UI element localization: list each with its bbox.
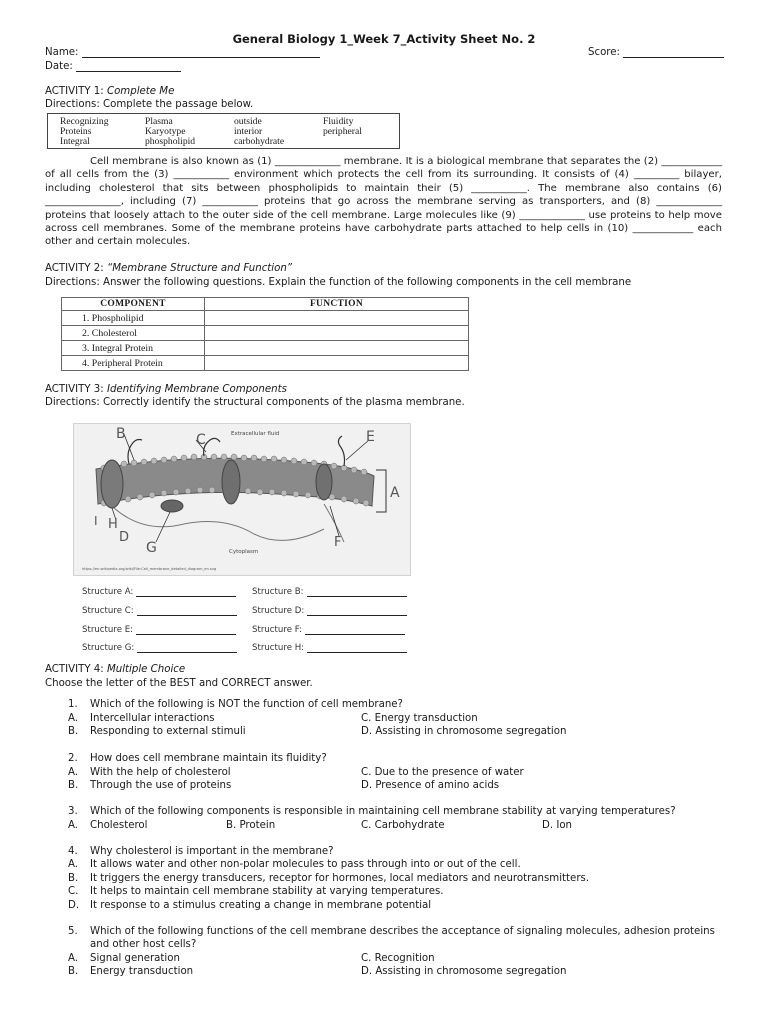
option-d: D. Assisting in chromosome segregation	[361, 966, 567, 977]
activity2-directions: Directions: Answer the following questions. Explain the function of the following components in the cell membrane	[45, 277, 632, 288]
word-bank-item: Integral	[60, 136, 90, 147]
option-a: A.	[68, 953, 79, 964]
membrane-diagram	[73, 423, 411, 576]
option-text: Intercellular interactions	[90, 713, 215, 724]
membrane-illustration	[74, 424, 412, 577]
option-c: C.	[68, 886, 79, 897]
label-d: D	[119, 530, 130, 545]
table-row	[62, 356, 469, 371]
component-cell: 2. Cholesterol	[62, 326, 205, 341]
option-b: B. Protein	[226, 820, 276, 831]
structure-h: Structure H:	[252, 643, 407, 653]
option-text: Responding to external stimuli	[90, 726, 246, 737]
col-component: COMPONENT	[62, 298, 205, 311]
option-c: C. Carbohydrate	[361, 820, 445, 831]
option-text: Through the use of proteins	[90, 780, 232, 791]
image-source: https://en.wikipedia.org/wiki/File:Cell_membrane_detailed_diagram_en.svg	[82, 567, 217, 571]
question-5: 5. Which of the following functions of the cell membrane describes the acceptance of signaling molecules, adhesion proteins	[68, 926, 715, 937]
structure-g-input[interactable]	[137, 644, 237, 653]
word-bank-item: Proteins	[60, 126, 92, 137]
page-title: General Biology 1_Week 7_Activity Sheet No. 2	[232, 32, 536, 46]
structure-e: Structure E:	[82, 625, 236, 635]
date-field	[45, 61, 181, 72]
activity3-directions: Directions: Correctly identify the structural components of the plasma membrane.	[45, 397, 465, 408]
word-bank-item: Karyotype	[145, 126, 186, 137]
option-text: Energy transduction	[90, 966, 194, 977]
component-table	[61, 297, 469, 371]
activity4-heading: ACTIVITY 4: Multiple Choice	[45, 664, 186, 675]
word-bank-item: outside	[234, 116, 262, 127]
label-a: A	[390, 485, 400, 501]
activity1-passage: Cell membrane is also known as (1) _____________ membrane. It is a biological membrane that separates the (2) ____________ of all cells from the (3) ___________ environment which protects the cell from its surrounding. It consists of (4) _________ bilayer, including cholesterol that sits between phospholipids to maintain their (5) ___________. The membrane also contains (6) _______________, including (7) ___________ proteins that go across the membrane serving as transporters, and (8) _____________ proteins that loosely attach to the outer side of the cell membrane. Large molecules like (9) _____________ use proteins to help move across cell membranes. Some of the membrane proteins have carbohydrate parts attached to help cells in (10) ____________ each other and certain molecules.	[45, 156, 722, 248]
component-cell: 1. Phospholipid	[62, 311, 205, 326]
name-label: Name:	[45, 47, 79, 58]
structure-a-input[interactable]	[136, 588, 236, 597]
option-text: It response to a stimulus creating a change in membrane potential	[90, 900, 432, 911]
cytoplasm-label: Cytoplasm	[229, 549, 259, 555]
option-c: C. Due to the presence of water	[361, 767, 524, 778]
label-e: E	[366, 429, 375, 445]
structure-g: Structure G:	[82, 643, 237, 653]
label-h: H	[108, 517, 118, 532]
structure-d-input[interactable]	[307, 607, 407, 616]
label-b: B	[116, 426, 126, 442]
option-d: D.	[68, 900, 80, 911]
name-input[interactable]	[82, 48, 320, 58]
structure-a: Structure A:	[82, 587, 236, 597]
function-cell[interactable]	[205, 341, 469, 356]
option-b: B.	[68, 873, 79, 884]
word-bank-item: phospholipid	[145, 136, 196, 147]
activity1-directions: Directions: Complete the passage below.	[45, 99, 254, 110]
activity2-heading: ACTIVITY 2: “Membrane Structure and Function”	[45, 263, 293, 274]
option-b: B.	[68, 780, 79, 791]
option-c: C. Recognition	[361, 953, 435, 964]
word-bank-item: peripheral	[323, 126, 362, 137]
option-a: A.	[68, 767, 79, 778]
question-2: 2. How does cell membrane maintain its fluidity?	[68, 753, 327, 764]
option-a: A.	[68, 859, 79, 870]
activity4-directions: Choose the letter of the BEST and CORRECT answer.	[45, 678, 313, 689]
score-label: Score:	[588, 47, 620, 58]
option-d: D. Ion	[542, 820, 573, 831]
name-field	[45, 47, 320, 58]
extracellular-label: Extracellular fluid	[231, 431, 280, 437]
option-text: It allows water and other non-polar molecules to pass through into or out of the cell.	[90, 859, 521, 870]
option-text: Signal generation	[90, 953, 180, 964]
structure-b-input[interactable]	[307, 588, 407, 597]
option-b: B.	[68, 966, 79, 977]
option-a: A.	[68, 820, 79, 831]
structure-c: Structure C:	[82, 606, 237, 616]
word-bank-item: Recognizing	[60, 116, 109, 127]
table-row	[62, 326, 469, 341]
table-row	[62, 341, 469, 356]
structure-h-input[interactable]	[307, 644, 407, 653]
structure-f-input[interactable]	[305, 626, 405, 635]
score-field	[588, 47, 724, 58]
word-bank-item: Fluidity	[323, 116, 354, 127]
function-cell[interactable]	[205, 326, 469, 341]
structure-b: Structure B:	[252, 587, 407, 597]
component-cell: 4. Peripheral Protein	[62, 356, 205, 371]
label-f: F	[334, 535, 342, 550]
date-input[interactable]	[76, 62, 181, 72]
structure-c-input[interactable]	[137, 607, 237, 616]
label-i: I	[94, 514, 98, 528]
structure-e-input[interactable]	[136, 626, 236, 635]
activity3-heading: ACTIVITY 3: Identifying Membrane Components	[45, 384, 287, 395]
option-text: With the help of cholesterol	[90, 767, 231, 778]
col-function: FUNCTION	[205, 298, 469, 311]
table-row	[62, 311, 469, 326]
word-bank-item: interior	[234, 126, 263, 137]
option-text: Cholesterol	[90, 820, 148, 831]
option-d: D. Assisting in chromosome segregation	[361, 726, 567, 737]
function-cell[interactable]	[205, 356, 469, 371]
question-1: 1. Which of the following is NOT the function of cell membrane?	[68, 699, 403, 710]
question-5-continued: and other host cells?	[90, 939, 197, 950]
structure-d: Structure D:	[252, 606, 407, 616]
option-c: C. Energy transduction	[361, 713, 478, 724]
component-cell: 3. Integral Protein	[62, 341, 205, 356]
option-text: It helps to maintain cell membrane stability at varying temperatures.	[90, 886, 444, 897]
question-3: 3. Which of the following components is responsible in maintaining cell membrane stability at varying temperatures?	[68, 806, 676, 817]
score-input[interactable]	[623, 48, 724, 58]
date-label: Date:	[45, 61, 73, 72]
option-d: D. Presence of amino acids	[361, 780, 500, 791]
activity1-heading: ACTIVITY 1: Complete Me	[45, 86, 175, 97]
function-cell[interactable]	[205, 311, 469, 326]
structure-f: Structure F:	[252, 625, 405, 635]
question-4: 4. Why cholesterol is important in the membrane?	[68, 846, 334, 857]
table-header-row	[62, 298, 469, 311]
option-b: B.	[68, 726, 79, 737]
option-text: It triggers the energy transducers, receptor for hormones, local mediators and neurotransmitters.	[90, 873, 590, 884]
option-a: A.	[68, 713, 79, 724]
word-bank	[47, 113, 400, 149]
label-c: C	[196, 432, 206, 448]
word-bank-item: Plasma	[145, 116, 173, 127]
word-bank-item: carbohydrate	[234, 136, 285, 147]
label-g: G	[146, 540, 157, 556]
